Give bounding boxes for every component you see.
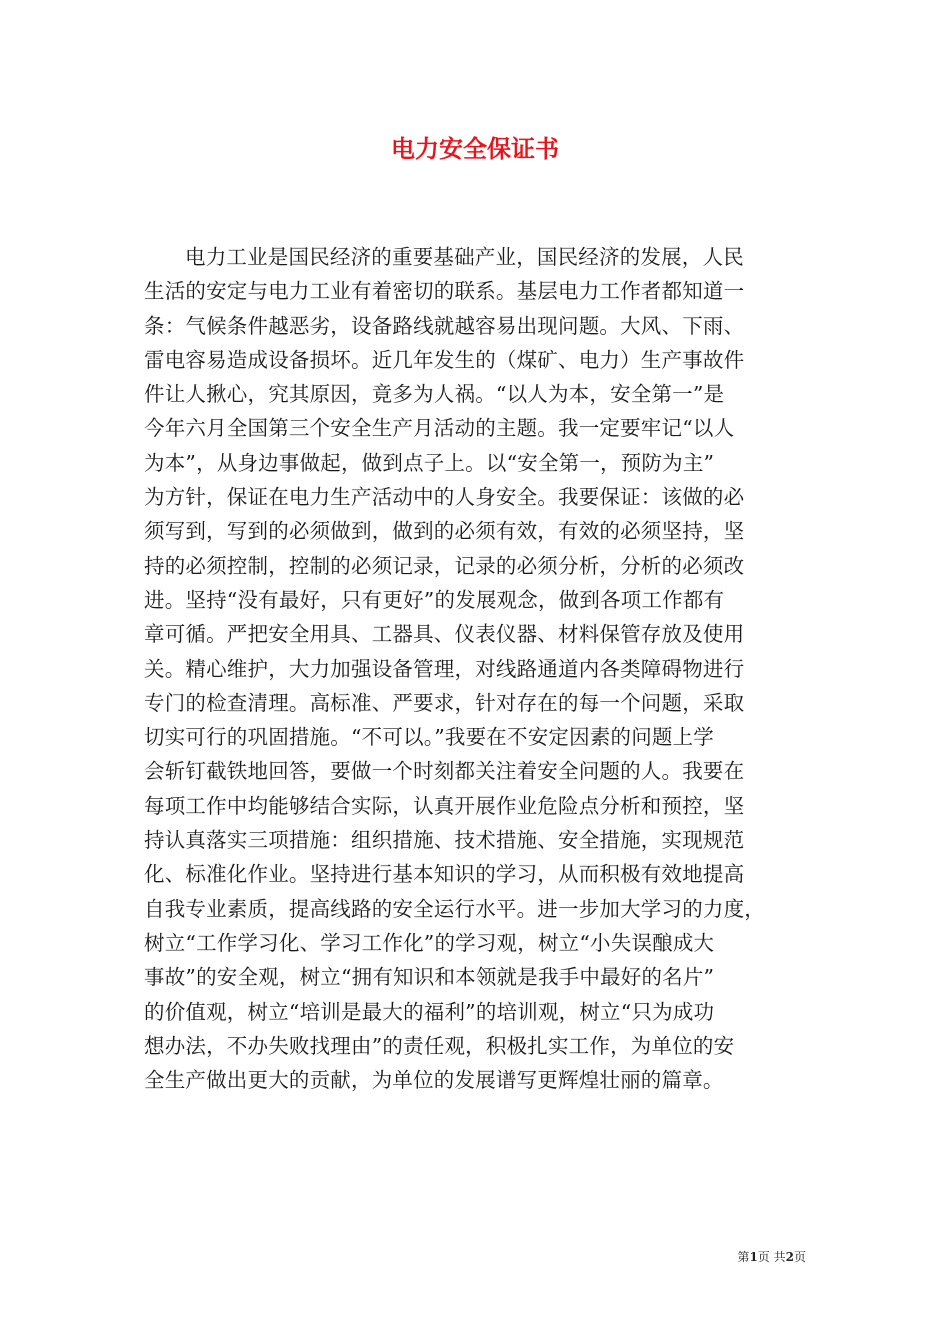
- body-line: 雷电容易造成设备损坏。近几年发生的（煤矿、电力）生产事故件: [144, 347, 745, 372]
- body-line: 今年六月全国第三个安全生产月活动的主题。我一定要牢记“以人: [144, 416, 735, 441]
- body-line: 持的必须控制，控制的必须记录，记录的必须分析，分析的必须改: [144, 553, 745, 578]
- body-line: 章可循。严把安全用具、工器具、仪表仪器、材料保管存放及使用: [144, 622, 745, 647]
- body-line: 为方针，保证在电力生产活动中的人身安全。我要保证：该做的必: [144, 485, 745, 510]
- body-line: 每项工作中均能够结合实际，认真开展作业危险点分析和预控，坚: [144, 793, 745, 818]
- footer-prefix: 第: [737, 1250, 750, 1264]
- body-line: 进。坚持“没有最好，只有更好”的发展观念，做到各项工作都有: [144, 587, 725, 612]
- footer-middle: 页 共: [757, 1250, 786, 1264]
- body-line: 自我专业素质，提高线路的安全运行水平。进一步加大学习的力度，: [144, 896, 765, 921]
- current-page-number: 1: [749, 1250, 758, 1264]
- footer-suffix: 页: [793, 1250, 806, 1264]
- body-line: 件让人揪心，究其原因，竟多为人祸。“以人为本，安全第一”是: [144, 382, 725, 407]
- total-page-count: 2: [785, 1250, 794, 1264]
- body-line: 电力工业是国民经济的重要基础产业，国民经济的发展，人民: [185, 245, 744, 269]
- body-line: 的价值观，树立“培训是最大的福利”的培训观，树立“只为成功: [144, 999, 715, 1024]
- body-line: 事故”的安全观，树立“拥有知识和本领就是我手中最好的名片”: [144, 965, 715, 990]
- body-line: 会斩钉截铁地回答，要做一个时刻都关注着安全问题的人。我要在: [144, 759, 745, 784]
- page-number-footer: [737, 1249, 806, 1265]
- body-line: 持认真落实三项措施：组织措施、技术措施、安全措施，实现规范: [144, 828, 745, 853]
- document-title: 电力安全保证书: [391, 134, 559, 163]
- body-line: 树立“工作学习化、学习工作化”的学习观，树立“小失误酿成大: [144, 930, 715, 955]
- body-line: 化、标准化作业。坚持进行基本知识的学习，从而积极有效地提高: [144, 862, 745, 887]
- body-line: 条：气候条件越恶劣，设备路线就越容易出现问题。大风、下雨、: [144, 313, 745, 338]
- document-body: [144, 240, 808, 1097]
- body-line: 切实可行的巩固措施。“不可以。”我要在不安定因素的问题上学: [144, 725, 715, 750]
- body-line: 关。精心维护，大力加强设备管理，对线路通道内各类障碍物进行: [144, 656, 745, 681]
- body-line: 想办法，不办失败找理由”的责任观，积极扎实工作，为单位的安: [144, 1033, 735, 1058]
- body-line: 专门的检查清理。高标准、严要求，针对存在的每一个问题，采取: [144, 690, 745, 715]
- body-line: 须写到，写到的必须做到，做到的必须有效，有效的必须坚持，坚: [144, 519, 745, 544]
- body-line: 生活的安定与电力工业有着密切的联系。基层电力工作者都知道一: [144, 279, 745, 304]
- body-line: 全生产做出更大的贡献，为单位的发展谱写更辉煌壮丽的篇章。: [144, 1068, 724, 1093]
- body-line: 为本”，从身边事做起，做到点子上。以“安全第一，预防为主”: [144, 450, 715, 475]
